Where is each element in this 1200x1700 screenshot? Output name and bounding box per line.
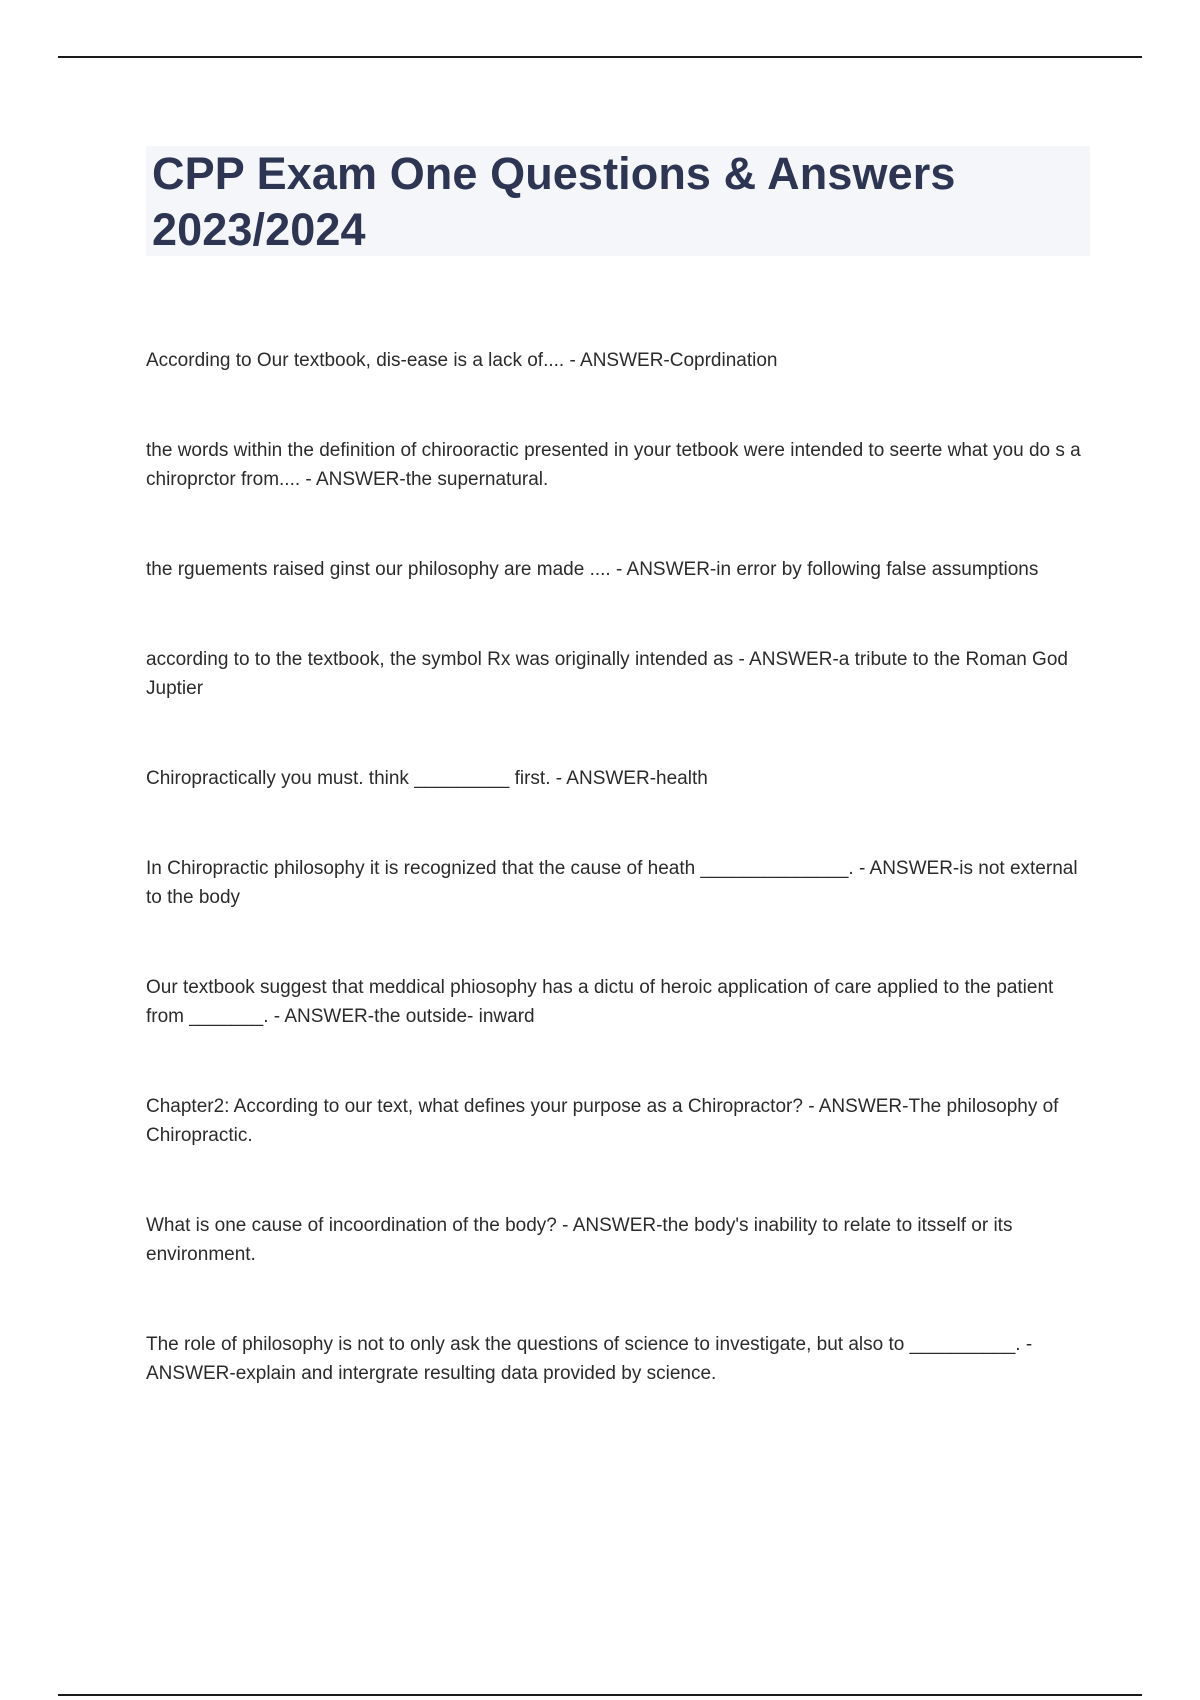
qa-item-3: the rguements raised ginst our philosophy are made .... - ANSWER-in error by following false assumptions: [146, 559, 1039, 580]
qa-item-9: What is one cause of incoordination of the body? - ANSWER-the body's inability to relate to itsself or its environment.: [146, 1215, 1018, 1265]
qa-item-6: In Chiropractic philosophy it is recognized that the cause of heath ______________. - ANSWER-is not external to the body: [146, 858, 1083, 908]
qa-item-1: According to Our textbook, dis-ease is a lack of.... - ANSWER-Coprdination: [146, 350, 778, 371]
qa-item-2: the words within the definition of chirooractic presented in your tetbook were intended to seerte what you do s a chiroprctor from.... - ANSWER-the supernatural.: [146, 440, 1086, 490]
qa-item-4: according to to the textbook, the symbol Rx was originally intended as - ANSWER-a tribute to the Roman God Juptier: [146, 649, 1074, 699]
qa-list: [146, 346, 1090, 1388]
qa-item-7: Our textbook suggest that meddical phiosophy has a dictu of heroic application of care applied to the patient from _______. - ANSWER-the outside- inward: [146, 977, 1059, 1027]
document-title: CPP Exam One Questions & Answers 2023/2024: [152, 148, 956, 255]
title-banner: [146, 146, 1090, 256]
qa-item-8: Chapter2: According to our text, what defines your purpose as a Chiropractor? - ANSWER-The philosophy of Chiropractic.: [146, 1096, 1064, 1146]
bottom-rule: [58, 1694, 1142, 1696]
top-rule: [58, 56, 1142, 58]
qa-item-5: Chiropractically you must. think _________ first. - ANSWER-health: [146, 768, 708, 789]
qa-item-10: The role of philosophy is not to only ask the questions of science to investigate, but also to __________. - ANSWER-explain and intergrate resulting data provided by science.: [146, 1334, 1037, 1384]
